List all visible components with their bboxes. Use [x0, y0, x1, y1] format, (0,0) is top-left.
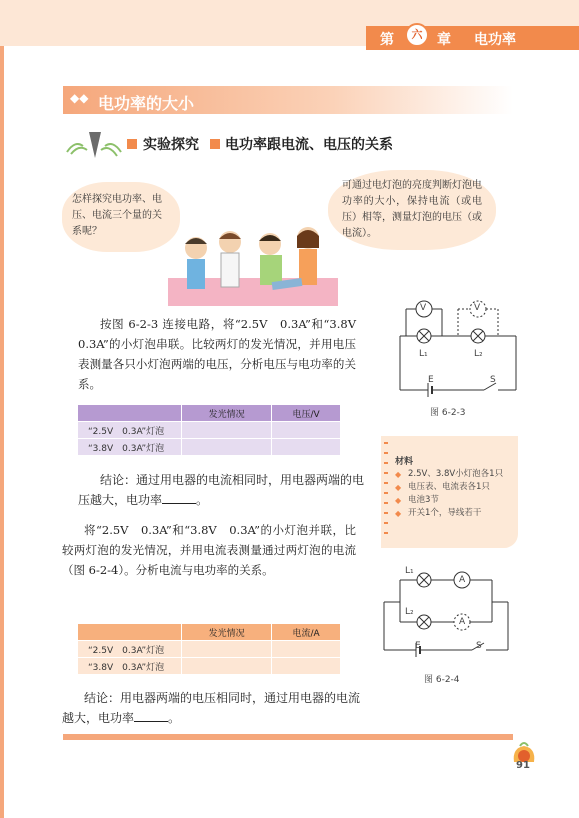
footer-band — [63, 734, 513, 740]
row-label: “3.8V 0.3A”灯泡 — [78, 439, 182, 456]
answer-blank[interactable] — [162, 492, 196, 504]
figure-caption: 图 6-2-3 — [430, 408, 466, 418]
ammeter-symbol: A — [459, 617, 466, 627]
list-item: ◆ 电压表、电流表各1只 — [395, 481, 517, 494]
parallel-conclusion: 结论：用电器两端的电压相同时，通过用电器的电流越大，电功率 。 — [62, 691, 361, 725]
students-illustration — [168, 224, 338, 306]
table-header-row — [78, 405, 341, 422]
list-item: ◆ 2.5V、3.8V小灯泡各1只 — [395, 468, 517, 481]
list-item: ◆ 开关1个，导线若干 — [395, 507, 517, 520]
table-row — [78, 658, 341, 675]
voltmeter-symbol: V — [474, 303, 481, 313]
experiment-leaf-icon — [65, 128, 123, 160]
experiment-label: 实验探究 — [143, 137, 199, 153]
materials-title: 材料 — [395, 457, 414, 467]
table-row — [78, 439, 341, 456]
series-circuit-diagram — [396, 296, 520, 406]
current-table — [77, 623, 341, 675]
lamp-label: L₁ — [405, 566, 414, 576]
table-header: 发光情况 — [182, 405, 272, 422]
materials-list — [395, 468, 517, 520]
table-row — [78, 422, 341, 439]
switch-label: S — [490, 375, 496, 385]
parallel-paragraph: 将“2.5V 0.3A”和“3.8V 0.3A”的小灯泡并联，比较两灯泡的发光情况，并用电流表测量通过两灯泡的电流（图 6-2-4）。分析电流与电功率的关系。 — [62, 523, 356, 577]
table-cell — [272, 439, 341, 456]
chapter-suffix: 章 — [437, 32, 451, 48]
table-row — [78, 641, 341, 658]
row-label: “2.5V 0.3A”灯泡 — [78, 641, 182, 658]
table-cell — [182, 641, 272, 658]
parallel-circuit-diagram — [380, 566, 516, 666]
square-bullet-icon — [210, 139, 220, 149]
voltage-table — [77, 404, 341, 456]
dotted-border — [384, 442, 388, 542]
experiment-topic: 电功率跟电流、电压的关系 — [225, 137, 393, 153]
ammeter-symbol: A — [459, 575, 466, 585]
chapter-prefix: 第 — [380, 32, 394, 48]
figure-caption: 图 6-2-4 — [424, 675, 460, 685]
table-cell — [272, 658, 341, 675]
row-label: “3.8V 0.3A”灯泡 — [78, 658, 182, 675]
row-label: “2.5V 0.3A”灯泡 — [78, 422, 182, 439]
series-paragraph: 按图 6-2-3 连接电路，将“2.5V 0.3A”和“3.8V 0.3A”的小灯泡串联。比较两灯的发光情况，并用电压表测量各只小灯泡两端的电压，分析电压与电功率的关系。 — [78, 317, 368, 391]
battery-label: E — [415, 641, 421, 651]
table-cell — [272, 422, 341, 439]
battery-label: E — [428, 375, 434, 385]
table-header — [78, 624, 182, 641]
page-number: 91 — [516, 760, 530, 771]
chapter-title: 电功率 — [474, 32, 516, 48]
lamp-label: L₁ — [419, 349, 428, 359]
page-edge-stripe — [0, 0, 4, 818]
series-conclusion: 结论：通过用电器的电流相同时，用电器两端的电压越大，电功率 。 — [78, 473, 365, 507]
table-cell — [272, 641, 341, 658]
answer-blank[interactable] — [134, 710, 168, 722]
square-bullet-icon — [127, 139, 137, 149]
table-header: 电流/A — [272, 624, 341, 641]
section-title: 电功率的大小 — [98, 94, 195, 113]
speech-bubble-answer: 可通过电灯泡的亮度判断灯泡电功率的大小，保持电流（或电压）相等，测量灯泡的电压（或电流）。 — [328, 170, 496, 250]
switch-label: S — [476, 641, 482, 651]
table-cell — [182, 439, 272, 456]
table-cell — [182, 658, 272, 675]
experiment-heading — [65, 128, 465, 158]
table-header — [78, 405, 182, 422]
chapter-bar — [366, 26, 579, 50]
speech-bubble-question: 怎样探究电功率、电压、电流三个量的关系呢？ — [62, 182, 180, 252]
list-item: ◆ 电池3节 — [395, 494, 517, 507]
diamond-icon: ◆◆ — [70, 91, 89, 105]
table-header-row — [78, 624, 341, 641]
table-cell — [182, 422, 272, 439]
table-header: 电压/V — [272, 405, 341, 422]
table-header: 发光情况 — [182, 624, 272, 641]
chapter-number-badge: 六 — [405, 23, 429, 47]
lamp-label: L₂ — [405, 607, 414, 617]
lamp-label: L₂ — [474, 349, 483, 359]
voltmeter-symbol: V — [420, 303, 427, 313]
materials-box — [381, 436, 518, 548]
